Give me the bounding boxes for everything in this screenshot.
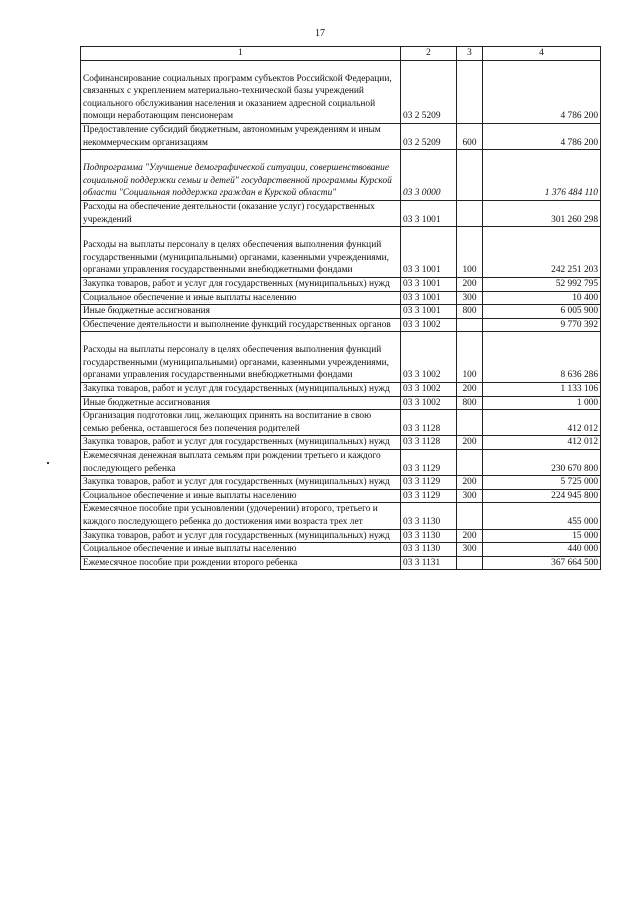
row-code-cell: 03 2 5209 <box>401 123 457 149</box>
row-code-cell: 03 3 1001 <box>401 305 457 319</box>
row-amount-cell: 5 725 000 <box>483 476 601 490</box>
row-code-cell: 03 3 1001 <box>401 227 457 278</box>
row-amount-cell: 6 005 900 <box>483 305 601 319</box>
row-name-cell: Социальное обеспечение и иные выплаты населению <box>81 291 401 305</box>
table-row <box>81 60 601 123</box>
row-amount-cell: 1 376 484 110 <box>483 150 601 201</box>
row-amount-cell: 230 670 800 <box>483 450 601 476</box>
row-type-cell: 800 <box>457 305 483 319</box>
table-row <box>81 436 601 450</box>
row-name-cell: Предоставление субсидий бюджетным, автономным учреждениям и иным некоммерческим организациям <box>81 123 401 149</box>
table-row <box>81 396 601 410</box>
row-type-cell: 100 <box>457 227 483 278</box>
header-col-3: 3 <box>457 47 483 61</box>
row-code-cell: 03 3 1002 <box>401 396 457 410</box>
row-code-cell: 03 3 1001 <box>401 291 457 305</box>
row-name-cell: Иные бюджетные ассигнования <box>81 305 401 319</box>
table-row <box>81 529 601 543</box>
table-row <box>81 123 601 149</box>
row-amount-cell: 412 012 <box>483 436 601 450</box>
row-amount-cell: 10 400 <box>483 291 601 305</box>
row-amount-cell: 1 000 <box>483 396 601 410</box>
row-type-cell <box>457 318 483 332</box>
row-type-cell: 300 <box>457 291 483 305</box>
header-row <box>81 47 601 61</box>
row-amount-cell: 4 786 200 <box>483 60 601 123</box>
row-name-cell: Иные бюджетные ассигнования <box>81 396 401 410</box>
row-type-cell: 600 <box>457 123 483 149</box>
row-name-cell: Расходы на обеспечение деятельности (оказание услуг) государственных учреждений <box>81 200 401 226</box>
row-name-cell: Обеспечение деятельности и выполнение функций государственных органов <box>81 318 401 332</box>
row-name-cell: Ежемесячная денежная выплата семьям при рождении третьего и каждого последующего ребенка <box>81 450 401 476</box>
row-type-cell: 200 <box>457 476 483 490</box>
table-row <box>81 476 601 490</box>
row-amount-cell: 242 251 203 <box>483 227 601 278</box>
row-code-cell: 03 3 1131 <box>401 556 457 570</box>
row-type-cell <box>457 556 483 570</box>
row-type-cell: 200 <box>457 383 483 397</box>
row-type-cell: 300 <box>457 489 483 503</box>
row-type-cell <box>457 150 483 201</box>
row-amount-cell: 8 636 286 <box>483 332 601 383</box>
row-code-cell: 03 3 1001 <box>401 277 457 291</box>
row-type-cell: 300 <box>457 543 483 557</box>
table-row <box>81 227 601 278</box>
row-code-cell: 03 3 1128 <box>401 410 457 436</box>
table-header <box>81 47 601 61</box>
row-code-cell: 03 3 1130 <box>401 543 457 557</box>
row-code-cell: 03 3 1129 <box>401 489 457 503</box>
header-col-4: 4 <box>483 47 601 61</box>
row-type-cell <box>457 60 483 123</box>
table-row <box>81 332 601 383</box>
row-name-cell: Софинансирование социальных программ субъектов Российской Федерации, связанных с укреплением материально-технической базы учреждений социального обслуживания населения и оказанием адресной социальной помощи неработающим пенсионерам <box>81 60 401 123</box>
table-row <box>81 291 601 305</box>
row-code-cell: 03 3 1129 <box>401 476 457 490</box>
row-type-cell <box>457 450 483 476</box>
row-type-cell: 200 <box>457 436 483 450</box>
row-amount-cell: 4 786 200 <box>483 123 601 149</box>
row-name-cell: Ежемесячное пособие при рождении второго ребенка <box>81 556 401 570</box>
table-row <box>81 305 601 319</box>
budget-table <box>80 46 601 570</box>
row-amount-cell: 301 260 298 <box>483 200 601 226</box>
row-amount-cell: 15 000 <box>483 529 601 543</box>
table-row <box>81 318 601 332</box>
row-name-cell: Социальное обеспечение и иные выплаты населению <box>81 543 401 557</box>
row-name-cell: Ежемесячное пособие при усыновлении (удочерении) второго, третьего и каждого последующего ребенка до достижения ими возраста трех лет <box>81 503 401 529</box>
row-name-cell: Социальное обеспечение и иные выплаты населению <box>81 489 401 503</box>
table-row <box>81 503 601 529</box>
page-number: 17 <box>315 28 325 39</box>
table-row <box>81 200 601 226</box>
row-type-cell: 200 <box>457 529 483 543</box>
row-code-cell: 03 3 1128 <box>401 436 457 450</box>
row-code-cell: 03 3 1002 <box>401 383 457 397</box>
row-amount-cell: 224 945 800 <box>483 489 601 503</box>
row-type-cell <box>457 200 483 226</box>
row-code-cell: 03 3 1130 <box>401 503 457 529</box>
row-amount-cell: 52 992 795 <box>483 277 601 291</box>
row-name-cell: Закупка товаров, работ и услуг для государственных (муниципальных) нужд <box>81 436 401 450</box>
row-code-cell: 03 3 1130 <box>401 529 457 543</box>
row-name-cell: Расходы на выплаты персоналу в целях обеспечения выполнения функций государственными (муниципальными) органами, казенными учреждениями, органами управления государственными внебюджетными фондами <box>81 227 401 278</box>
row-type-cell: 200 <box>457 277 483 291</box>
header-col-1: 1 <box>81 47 401 61</box>
scan-mark <box>47 462 49 464</box>
row-amount-cell: 440 000 <box>483 543 601 557</box>
row-name-cell: Закупка товаров, работ и услуг для государственных (муниципальных) нужд <box>81 529 401 543</box>
row-name-cell: Расходы на выплаты персоналу в целях обеспечения выполнения функций государственными (муниципальными) органами, казенными учреждениями, органами управления государственными внебюджетными фондами <box>81 332 401 383</box>
row-amount-cell: 412 012 <box>483 410 601 436</box>
table-row <box>81 383 601 397</box>
row-code-cell: 03 3 1129 <box>401 450 457 476</box>
row-amount-cell: 367 664 500 <box>483 556 601 570</box>
row-code-cell: 03 2 5209 <box>401 60 457 123</box>
table-row <box>81 277 601 291</box>
row-name-cell: Закупка товаров, работ и услуг для государственных (муниципальных) нужд <box>81 476 401 490</box>
row-code-cell: 03 3 1002 <box>401 318 457 332</box>
row-type-cell: 800 <box>457 396 483 410</box>
row-code-cell: 03 3 1002 <box>401 332 457 383</box>
row-amount-cell: 9 770 392 <box>483 318 601 332</box>
table-row <box>81 450 601 476</box>
row-code-cell: 03 3 0000 <box>401 150 457 201</box>
table-row <box>81 543 601 557</box>
row-type-cell <box>457 503 483 529</box>
row-name-cell: Закупка товаров, работ и услуг для государственных (муниципальных) нужд <box>81 383 401 397</box>
row-amount-cell: 1 133 106 <box>483 383 601 397</box>
table-row <box>81 150 601 201</box>
row-code-cell: 03 3 1001 <box>401 200 457 226</box>
row-name-cell: Организация подготовки лиц, желающих принять на воспитание в свою семью ребенка, оставшегося без попечения родителей <box>81 410 401 436</box>
table-row <box>81 556 601 570</box>
table-row <box>81 410 601 436</box>
row-amount-cell: 455 000 <box>483 503 601 529</box>
row-name-cell: Закупка товаров, работ и услуг для государственных (муниципальных) нужд <box>81 277 401 291</box>
row-type-cell <box>457 410 483 436</box>
row-name-cell: Подпрограмма "Улучшение демографической ситуации, совершенствование социальной поддержки семьи и детей" государственной программы Курской области "Социальная поддержка граждан в Курской области" <box>81 150 401 201</box>
table-body <box>81 60 601 570</box>
header-col-2: 2 <box>401 47 457 61</box>
table-row <box>81 489 601 503</box>
row-type-cell: 100 <box>457 332 483 383</box>
